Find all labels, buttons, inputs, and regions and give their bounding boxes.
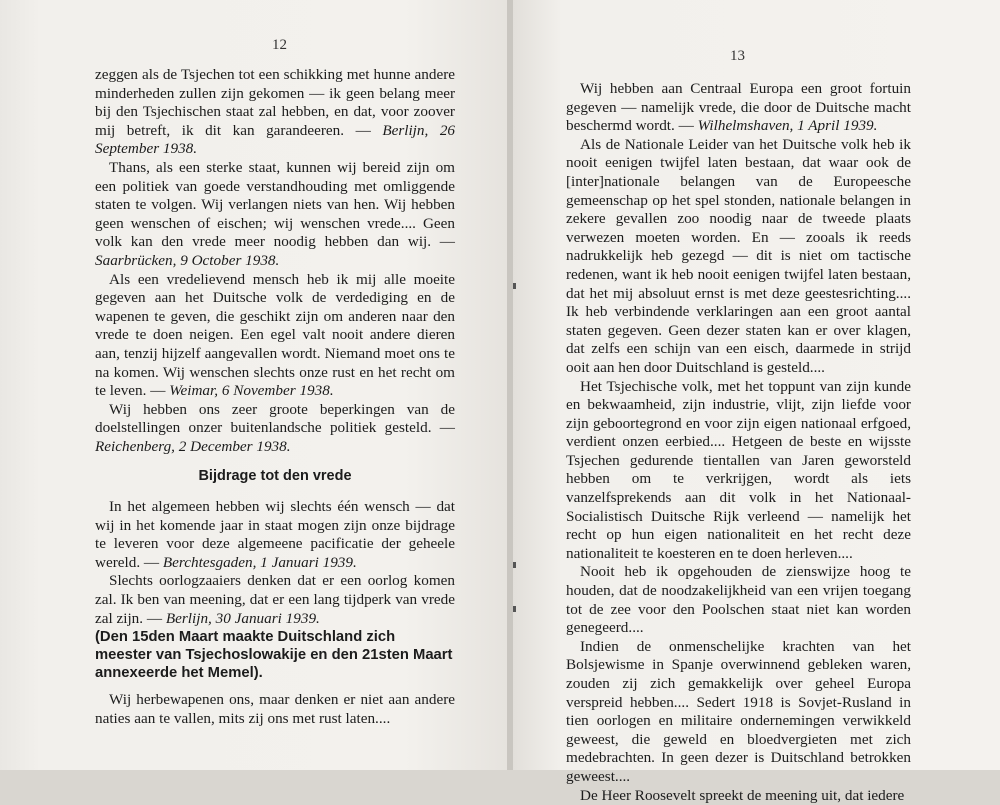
paragraph: De Heer Roosevelt spreekt de meening uit, dat iedere xyxy=(580,786,905,804)
right-page-text xyxy=(566,80,911,805)
page-number-right: 13 xyxy=(730,48,745,64)
margin-mark xyxy=(513,606,516,612)
paragraph: Thans, als een sterke staat, kunnen wij bereid zijn om een politiek van goede verstandhouding met omliggende staten te volgen. Wij verlangen niets van hen. Wij hebben geen wenschen of eischen; wij wenschen vrede.... Geen volk kan den vrede meer noodig hebben dan wij. — Saarbrücken, 9 October 1938. xyxy=(95,158,455,269)
left-page xyxy=(0,0,507,770)
paragraph: Als de Nationale Leider van het Duitsche volk heb ik nooit eenigen twijfel laten bestaan, dat waar ook de [inter]nationale belangen van de Europeesche gemeenschap op het spel stonden, nationale belangen in zekere gevallen zoo noodig naar de tweede plaats verwezen moeten worden. En — zooals ik reeds nadrukkelijk heb gezegd — dit is niet om tactische redenen, want ik heb nooit eenigen twijfel laten bestaan, dat het mij absoluut ernst is met deze geestesrichting.... Ik heb verbindende verklaringen aan een groot aantal staten gegeven. Geen dezer staten kan er over klagen, dat zelfs een schijn van een eisch, daarmede in strijd ooit aan hen door Duitschland is gesteld.... xyxy=(566,135,911,376)
paragraph: Wij hebben ons zeer groote beperkingen van de doelstellingen onzer buitenlandsche politiek gesteld. — Reichenberg, 2 December 1938. xyxy=(95,400,455,455)
page-number-left: 12 xyxy=(272,37,287,53)
bold-note: (Den 15den Maart maakte Duitschland zich meester van Tsjechoslowakije en den 21sten Maart annexeerde het Memel). xyxy=(95,629,453,682)
paragraph: Wij hebben aan Centraal Europa een groot fortuin gegeven — namelijk vrede, die door de Duitsche macht beschermd wordt. — Wilhelmshaven, 1 April 1939. xyxy=(566,80,911,135)
paragraph: Het Tsjechische volk, met het toppunt van zijn kunde en bekwaamheid, zijn industrie, vlijt, zijn liefde voor zijn geboortegrond en voor zijn eigen nationaal erfgoed, verdient onzen eerbied.... Hetgeen de beste en wijsste Tsjechen gedurende tientallen van Jaren geworsteld hebben om te verkrijgen, wordt als iets vanzelfsprekends aan dit volk in het Nationaal-Socialistisch Duitsche Rijk verleend — namelijk het recht op hun eigen nationaliteit en het recht deze nationaliteit te koesteren en te doen herleven.... xyxy=(566,377,911,562)
margin-mark xyxy=(513,562,516,568)
paragraph: Als een vredelievend mensch heb ik mij alle moeite gegeven aan het Duitsche volk de verdediging en de wapenen te geven, die geschikt zijn om anderen naar den vrede te doen neigen. Een egel valt nooit andere dieren aan, tenzij hijzelf aangevallen wordt. Niemand moet ons te na komen. Wij wenschen slechts onze rust en het recht om te leven. — Weimar, 6 November 1938. xyxy=(95,270,455,400)
paragraph: zeggen als de Tsjechen tot een schikking met hunne andere minderheden zullen zijn gekomen — ik geen belang meer bij den Tsjechischen staat zal hebben, en dat, voor zoover mij betreft, ik dit kan garandeeren. — Berlijn, 26 September 1938. xyxy=(95,66,456,158)
margin-mark xyxy=(513,283,516,289)
paragraph: Slechts oorlogzaaiers denken dat er een oorlog komen zal. Ik ben van meening, dat er een lang tijdperk van vrede zal zijn. — Berlijn, 30 Januari 1939. xyxy=(95,572,455,627)
paragraph: Wij herbewapenen ons, maar denken er niet aan andere naties aan te vallen, mits zij ons met rust laten.... xyxy=(95,691,455,727)
left-page-text xyxy=(95,66,455,728)
paragraph: Nooit heb ik opgehouden de zienswijze hoog te houden, dat de noodzakelijkheid van een vrijen toegang tot de zee voor den Poolschen staat niet kan worden genegeerd.... xyxy=(566,563,911,637)
paragraph: Indien de onmenschelijke krachten van het Bolsjewisme in Spanje overwinnend gebleken waren, zouden zij zich gemakkelijk over geheel Europa verspreid hebben.... Sedert 1918 is Sovjet-Rusland in tien oorlogen en militaire ondernemingen verwikkeld geweest, die geweld en bloedvergieten met zich medebrachten. In geen dezer is Duitschland betrokken geweest.... xyxy=(566,637,911,785)
right-page xyxy=(513,0,1000,804)
section-heading: Bijdrage tot den vrede xyxy=(198,468,352,485)
paragraph: In het algemeen hebben wij slechts één wensch — dat wij in het komende jaar in staat mogen zijn onze bijdrage te leveren voor deze algemeene pacificatie der geheele wereld. — Berchtesgaden, 1 Januari 1939. xyxy=(95,498,455,571)
